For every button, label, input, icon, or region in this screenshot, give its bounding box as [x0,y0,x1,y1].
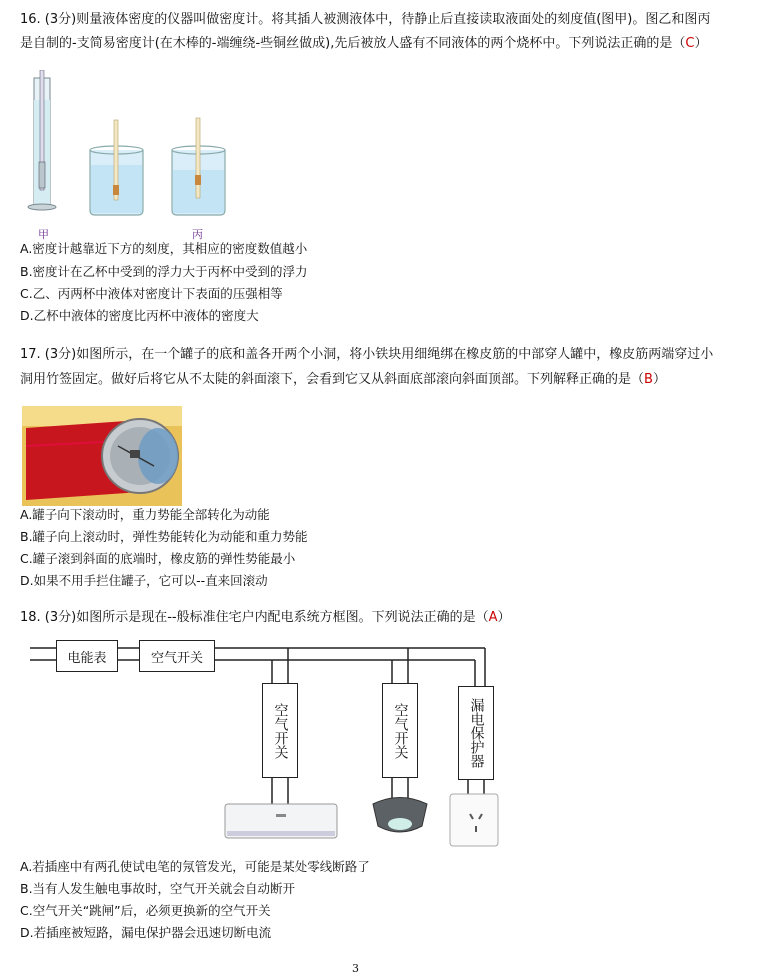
page-number: 3 [352,962,359,975]
meter-box: 电能表 [56,640,118,672]
q17-stem: 17. (3分)如图所示，在一个罐子的底和盖各开两个小洞，将小铁块用细绳绑在橡皮筋的中部穿人罐中，橡皮筋两端穿过小洞用竹签固定。做好后将它从不太陡的斜面滚下，会看到它又从斜面底部滚向斜面顶部。下列解释正确的是（ [20,347,714,387]
label-bing: 丙 [192,228,203,241]
rolling-can-photo [22,406,182,506]
q18-stem: 18. (3分)如图所示是现在--般标准住宅户内配电系统方框图。下列说法正确的是（ [20,610,489,625]
q16-option-d: D.乙杯中液体的密度比丙杯中液体的密度大 [20,308,259,323]
q17-answer: B [644,372,653,387]
q18-option-d: D.若插座被短路，漏电保护器会迅速切断电流 [20,925,272,940]
q17-option-c: C.罐子滚到斜面的底端时，橡皮筋的弹性势能最小 [20,551,296,566]
q18-answer: A [488,610,498,625]
q17-option-a: A.罐子向下滚动时，重力势能全部转化为动能 [20,507,270,522]
question-17: 17. (3分)如图所示，在一个罐子的底和盖各开两个小洞，将小铁块用细绳绑在橡皮筋的中部穿人罐中，橡皮筋两端穿过小洞用竹签固定。做好后将它从不太陡的斜面滚下，会看到它又从斜面底部滚向斜面顶部。下列解释正确的是（B） [20,347,714,387]
q16-option-a: A.密度计越靠近下方的刻度，其相应的密度数值越小 [20,241,308,256]
q16-stem: 16. (3分)则量液体密度的仪器叫做密度计。将其插人被测液体中，待静止后直接读取液面处的刻度值(图甲)。图乙和图丙是自制的-支简易密度计(在木棒的-端缠绕-些铜丝做成),先后被放人盛有不同液体的两个烧杯中。下列说法正确的是（ [20,12,711,51]
q17-option-d: D.如果不用手拦住罐子，它可以--直来回滚动 [20,573,268,588]
q18-option-c: C.空气开关“跳闸”后，必须更换新的空气开关 [20,903,271,918]
label-jia: 甲 [38,228,49,241]
q16-option-b: B.密度计在乙杯中受到的浮力大于丙杯中受到的浮力 [20,264,308,279]
q16-option-c: C.乙、丙两杯中液体对密度计下表面的压强相等 [20,286,283,301]
switch-box-2: 空气开关 [382,683,418,778]
main-switch-box: 空气开关 [139,640,215,672]
question-18: 18. (3分)如图所示是现在--般标准住宅户内配电系统方框图。下列说法正确的是（A） [20,610,511,625]
q18-option-b: B.当有人发生触电事故时，空气开关就会自动断开 [20,881,296,896]
q16-answer: C [685,36,695,51]
switch-box-1: 空气开关 [262,683,298,778]
q17-option-b: B.罐子向上滚动时，弹性势能转化为动能和重力势能 [20,529,308,544]
question-16: 16. (3分)则量液体密度的仪器叫做密度计。将其插人被测液体中，待静止后直接读取液面处的刻度值(图甲)。图乙和图丙是自制的-支简易密度计(在木棒的-端缠绕-些铜丝做成),先后被放人盛有不同液体的两个烧杯中。下列说法正确的是（C） [20,12,711,51]
q18-option-a: A.若插座中有两孔使试电笔的氖管发光，可能是某处零线断路了 [20,859,370,874]
hydrometer-figure [20,70,240,220]
leakage-protector-box: 漏电保护器 [458,686,494,780]
